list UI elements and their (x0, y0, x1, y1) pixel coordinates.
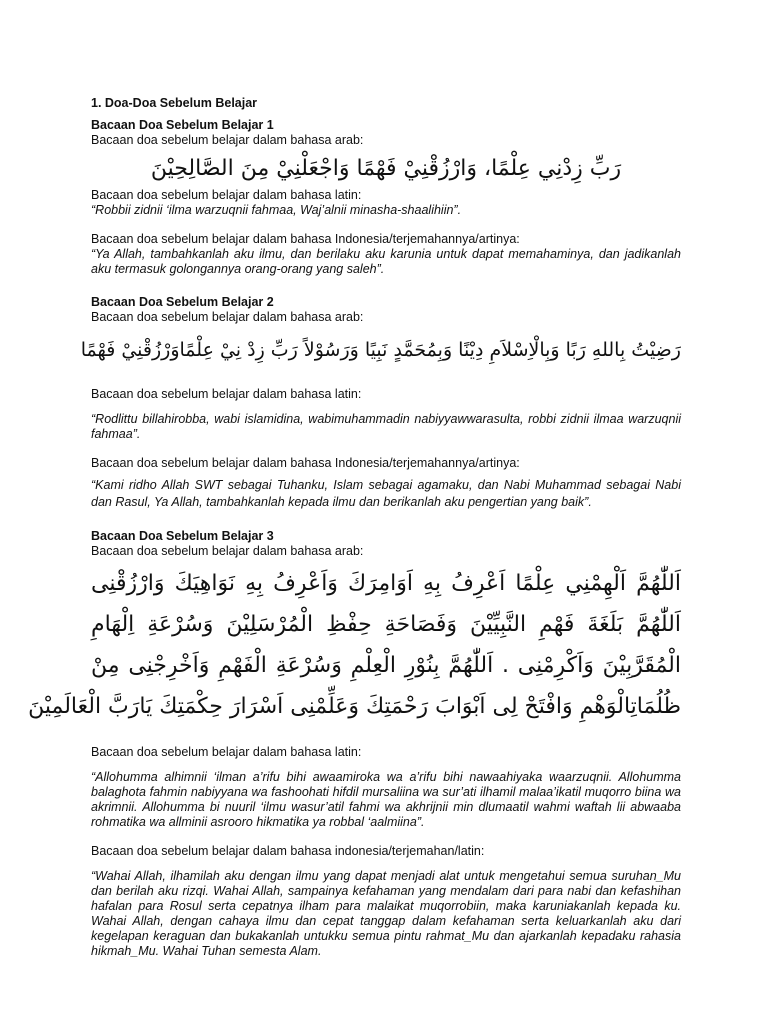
section-2-arab-label: Bacaan doa sebelum belajar dalam bahasa arab: (91, 310, 364, 324)
section-2-latin-label: Bacaan doa sebelum belajar dalam bahasa latin: (91, 387, 362, 401)
section-1-latin-label: Bacaan doa sebelum belajar dalam bahasa latin: (91, 188, 362, 202)
section-3-arabic-block (28, 565, 681, 725)
section-1-arab-label: Bacaan doa sebelum belajar dalam bahasa arab: (91, 133, 364, 147)
section-1-heading: Bacaan Doa Sebelum Belajar 1 (91, 118, 274, 132)
page-title: 1. Doa-Doa Sebelum Belajar (91, 96, 258, 110)
section-3-latin-text: “Allohumma alhimnii ‘ilman a’rifu bihi awaamiroka wa a’rifu bihi nawaahiyaka waarzuqnii. Allohumma balaghota fahmin nabiyyana wa fashoohati hifdil mursaliina wa sur’ati ilhamil malaa’ikatil muqorro biina wa akrimnii. Allohumma bi nuuril ‘ilmu wasur’atil fahmi wa akhrijnii min dlumaatil wahmi waftah lii abwaaba rohmatika wa allminii asrooro hikmatika ya robbal ‘aalmiina”. (91, 770, 681, 829)
arabic-line: اَللّٰهُمَّ بَلَغَةَ فَهْمِ النَّبِيِّيْنَ وَفَصَاحَةِ حِفْظِ الْمُرْسَلِيْنَ وَسُرْعَةِ اِلْهَامِ (91, 612, 681, 637)
section-3-arab-label: Bacaan doa sebelum belajar dalam bahasa arab: (91, 544, 364, 558)
document-page (28, 96, 681, 959)
section-2 (80, 295, 681, 511)
arabic-line: ظُلُمَاتِالْوَهْمِ وَافْتَحْ لِى اَبْوَابَ رَحْمَتِكَ وَعَلِّمْنِى اَسْرَارَ حِكْمَتِكَ يَارَبَّ الْعَالَمِيْنَ (28, 694, 681, 719)
section-2-arabic-text: رَضِيْتُ بِاللهِ رَبًا وَبِالْاِسْلاَمِ دِيْنًا وَبِمُحَمَّدٍ نَبِيًا وَرَسُوْلاً رَبِّ زِدْ نِيْ عِلْمًاوَرْزُقْنِيْ فَهْمًا (80, 339, 681, 361)
arabic-line: الْمُقَرَّبِيْنَ وَاَكْرِمْنِى . اَللّٰهُمَّ بِنُوْرِ الْعِلْمِ وَسُرْعَةِ الْفَهْمِ وَاَخْرِجْنِى مِنْ (91, 653, 681, 678)
section-1 (91, 118, 681, 277)
section-3-indo-text: “Wahai Allah, ilhamilah aku dengan ilmu yang dapat menjadi alat untuk mengetahui semua suruhan_Mu dan berilah aku rizqi. Wahai Allah, sampainya kefahaman yang mendalam dari para nabi dan kefashihan hafalan para Rosul serta cepatnya ilham para malaikat muqorrobiin, maka karuniakanlah kepada ku. Wahai Allah, dengan cahaya ilmu dan cepat tanggap dalam kefahaman serta keluarkanlah aku dari kegelapan keraguan dan bukakanlah untukku semua pintu rahmat_Mu dan ajarkanlah kepadaku rahasia hikmah_Mu. Wahai Tuhan semesta Alam. (91, 869, 681, 958)
section-3 (28, 529, 681, 959)
section-2-indo-label: Bacaan doa sebelum belajar dalam bahasa Indonesia/terjemahannya/artinya: (91, 456, 520, 470)
section-1-indo-label: Bacaan doa sebelum belajar dalam bahasa Indonesia/terjemahannya/artinya: (91, 232, 520, 246)
section-1-indo-text: “Ya Allah, tambahkanlah aku ilmu, dan berilaku aku karunia untuk dapat memahaminya, dan jadikanlah aku termasuk golongannya orang-orang yang saleh”. (91, 247, 681, 276)
section-3-latin-label: Bacaan doa sebelum belajar dalam bahasa latin: (91, 745, 362, 759)
section-2-latin-text: “Rodlittu billahirobba, wabi islamidina, wabimuhammadin nabiyyawwarasulta, robbi zidnii ilmaa warzuqnii fahmaa”. (91, 412, 681, 441)
section-2-indo-text: “Kami ridho Allah SWT sebagai Tuhanku, Islam sebagai agamaku, dan Nabi Muhammad sebagai Nabi dan Rasul, Ya Allah, tambahkanlah kepada ilmu dan berikanlah aku pengertian yang baik”. (91, 478, 681, 509)
arabic-line: اَللّٰهُمَّ اَلْهِمْنِي عِلْمًا اَعْرِفُ بِهِ اَوَامِرَكَ وَاَعْرِفُ بِهِ نَوَاهِيَكَ وَارْزُقْنِى (91, 571, 681, 596)
section-2-heading: Bacaan Doa Sebelum Belajar 2 (91, 295, 274, 309)
section-3-heading: Bacaan Doa Sebelum Belajar 3 (91, 529, 274, 543)
section-3-indo-label: Bacaan doa sebelum belajar dalam bahasa indonesia/terjemahan/latin: (91, 844, 485, 858)
section-1-arabic-text: رَبِّ زِدْنِي عِلْمًا، وَارْزُقْنِيْ فَهْمًا وَاجْعَلْنِيْ مِنَ الصَّالِحِيْنَ (150, 156, 622, 181)
section-1-latin-text: “Robbii zidnii ‘ilma warzuqnii fahmaa, Waj’alnii minasha-shaalihiin”. (91, 203, 462, 217)
